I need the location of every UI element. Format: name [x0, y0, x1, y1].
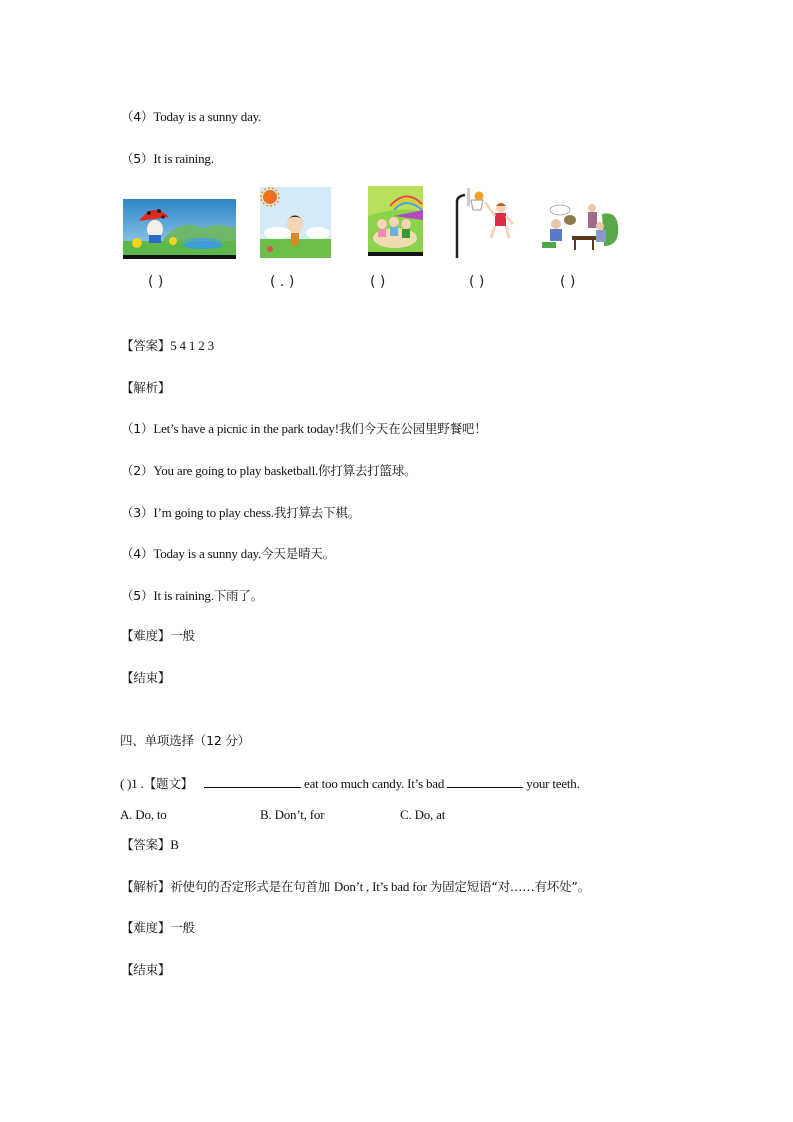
sentence-5 — [121, 151, 214, 167]
analysis-number: （1） — [121, 421, 154, 436]
sentence-text: It is raining. — [153, 151, 214, 166]
analysis-number: （2） — [121, 463, 154, 478]
answer-blank-5[interactable]: ( ) — [560, 274, 576, 290]
option-b[interactable]: B. Don’t, for — [260, 807, 325, 822]
option-c[interactable]: C. Do, at — [400, 807, 446, 822]
sentence-number: （5） — [121, 151, 154, 166]
question-1 — [120, 775, 580, 792]
analysis-item-1 — [121, 421, 487, 437]
answer-blank-4[interactable]: ( ) — [469, 274, 485, 290]
difficulty-value: 一般 — [170, 920, 195, 935]
option-a[interactable]: A. Do, to — [120, 807, 167, 822]
analysis-cn: 我打算去下棋。 — [273, 505, 360, 520]
analysis-item-5 — [121, 588, 263, 604]
question-number: ( )1 . — [120, 776, 144, 791]
analysis-number: （4） — [121, 546, 154, 561]
analysis-text: Don’t , It’s bad for — [333, 879, 430, 894]
analysis-en: It is raining. — [153, 588, 214, 603]
fill-blank-1[interactable] — [204, 775, 301, 788]
difficulty-label: 【难度】 — [121, 628, 171, 643]
analysis-cn: 我们今天在公园里野餐吧！ — [338, 421, 487, 436]
sentence-text: Today is a sunny day. — [153, 109, 262, 124]
analysis-cn: 下雨了。 — [213, 588, 263, 603]
answer-blank-2[interactable]: ( . ) — [270, 274, 295, 290]
analysis-en: You are going to play basketball. — [153, 463, 319, 478]
analysis-label: 【解析】 — [121, 380, 171, 395]
answer-line — [121, 338, 214, 354]
question-text-part1: eat too much candy. It’s bad — [300, 776, 448, 791]
end-label: 【结束】 — [121, 670, 171, 685]
analysis-text: 为固定短语“对……有坏处”。 — [429, 879, 590, 894]
answer-label: 【答案】 — [121, 338, 171, 353]
analysis-number: （3） — [121, 505, 154, 520]
answer-value: B — [170, 837, 179, 852]
answer-label: 【答案】 — [121, 837, 171, 852]
section-title: 四、单项选择（12 分） — [120, 733, 250, 748]
picnic-kids-picture — [368, 186, 423, 256]
chess-players-picture — [540, 200, 620, 254]
difficulty-value: 一般 — [170, 628, 195, 643]
fill-blank-2[interactable] — [447, 775, 523, 788]
answer-value: 5 4 1 2 3 — [170, 338, 214, 353]
sentence-number: （4） — [121, 109, 154, 124]
analysis-cn: 你打算去打篮球。 — [318, 463, 417, 478]
analysis-item-2 — [121, 463, 416, 479]
end-label-2: 【结束】 — [121, 962, 171, 977]
analysis-text: 祈使句的否定形式是在句首加 — [170, 879, 334, 894]
analysis-cn: 今天是晴天。 — [261, 546, 335, 561]
answer-line-2 — [121, 837, 179, 853]
difficulty-line-2 — [121, 920, 195, 936]
answer-blank-1[interactable]: ( ) — [148, 274, 164, 290]
analysis-item-4 — [121, 546, 335, 562]
analysis-label: 【解析】 — [121, 879, 171, 894]
analysis-item-3 — [121, 505, 360, 521]
question-text-part2: your teeth. — [523, 776, 580, 791]
analysis-en: Today is a sunny day. — [153, 546, 262, 561]
rain-mushroom-picture — [123, 199, 236, 259]
analysis-line-2 — [121, 879, 590, 895]
basketball-boy-picture — [455, 186, 517, 258]
question-tag: 【题文】 — [143, 776, 193, 791]
analysis-en: Let’s have a picnic in the park today! — [153, 421, 339, 436]
answer-blank-3[interactable]: ( ) — [370, 274, 386, 290]
analysis-en: I’m going to play chess. — [153, 505, 274, 520]
difficulty-label: 【难度】 — [121, 920, 171, 935]
difficulty-line — [121, 628, 195, 644]
sentence-4 — [121, 109, 261, 125]
analysis-number: （5） — [121, 588, 154, 603]
sunny-day-girl-picture — [260, 187, 331, 258]
